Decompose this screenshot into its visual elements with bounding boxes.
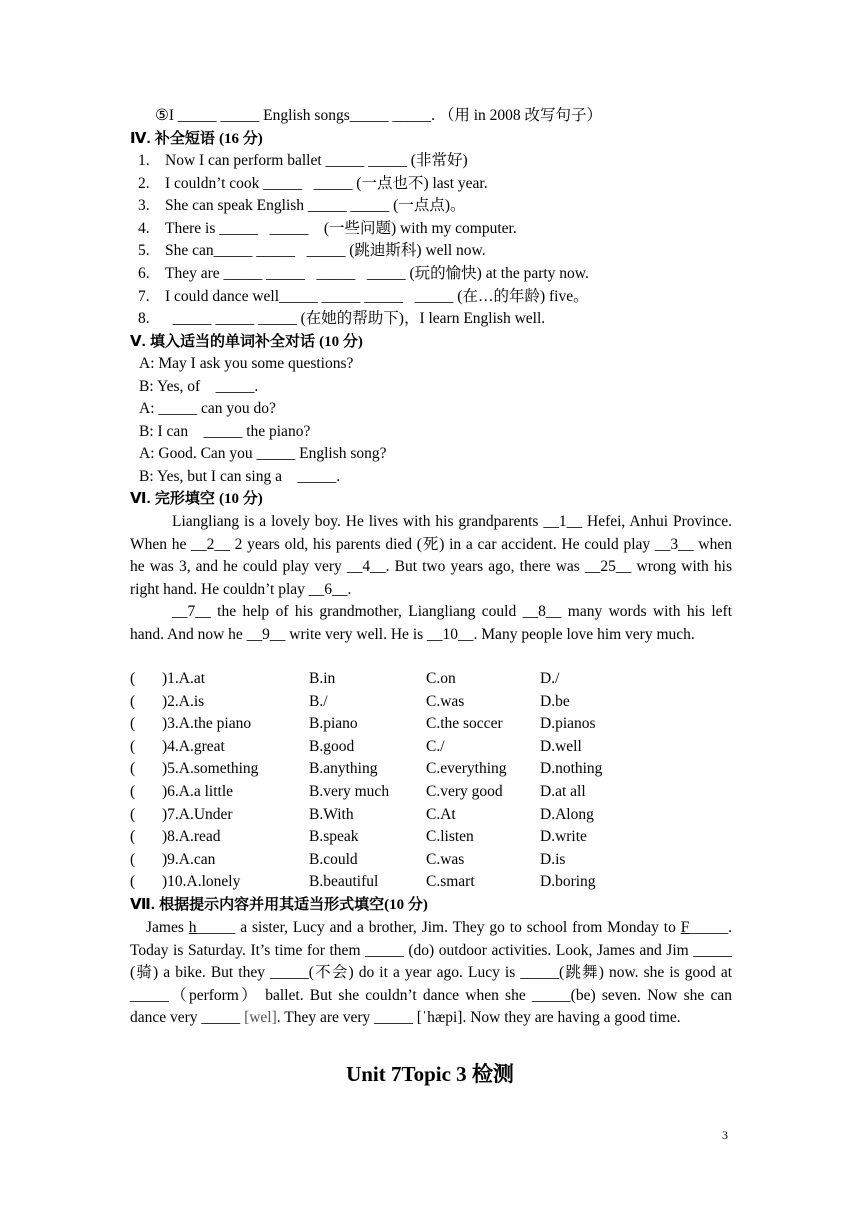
option-a: )3.A.the piano	[162, 715, 252, 733]
option-d: D.write	[540, 828, 587, 846]
item-number: 6.	[138, 265, 150, 282]
option-a: )2.A.is	[162, 692, 205, 710]
section-5-heading	[130, 331, 363, 353]
rewrite-text: ⑤I _____ _____ English songs_____ _____.	[155, 107, 435, 124]
fill-text-b: _____ a sister, Lucy and a brother, Jim. They go to school from Monday to	[196, 919, 681, 936]
item-text: I couldn’t cook _____ _____ (一点也不) last year.	[165, 174, 488, 192]
item-number: 4.	[138, 219, 150, 237]
section-4-points: (16 分)	[219, 131, 263, 147]
section-5-title: Ⅴ. 填入适当的单词补全对话	[130, 333, 315, 350]
option-d: D.nothing	[540, 760, 603, 778]
phrase-item	[138, 263, 589, 285]
fill-paragraph	[130, 917, 732, 1030]
rewrite-hint: （用 in 2008 改写句子）	[438, 107, 603, 124]
dialogue-line: A: May I ask you some questions?	[139, 355, 354, 372]
option-d: D.at all	[540, 783, 586, 800]
section-6-title: Ⅵ. 完形填空	[130, 490, 215, 507]
option-a: )10.A.lonely	[162, 873, 241, 891]
unit-title: Unit 7Topic 3 检测	[346, 1062, 514, 1086]
cloze-paragraph-2-text: __7__ the help of his grandmother, Liangliang could __8__ many words with his left hand. And now he __9__ write very well. He is __10__. Many people love him very much.	[130, 603, 732, 643]
item-text: I could dance well_____ _____ _____ _____ (在…的年龄) five。	[165, 287, 589, 305]
fill-text-d: . They are very _____	[276, 1009, 417, 1026]
phrase-item	[138, 218, 517, 240]
section-7-heading	[130, 894, 428, 916]
item-number: 8.	[138, 310, 150, 328]
option-a: )8.A.read	[162, 828, 221, 846]
answer-bracket: (	[130, 828, 136, 846]
option-b: B./	[309, 692, 328, 710]
cloze-paragraph-1-text: Liangliang is a lovely boy. He lives with his grandparents __1__ Hefei, Anhui Province. When he __2__ 2 years old, his parents died (死) in a car accident. He could play __3__ when he was 3, and he could play very __4__. But two years ago, there was __25__ wrong with his right hand. He couldn’t play __6__.	[130, 513, 732, 598]
item-text: There is _____ _____ (一些问题) with my computer.	[165, 219, 517, 237]
section-4-heading	[130, 128, 263, 150]
option-b: B.beautiful	[309, 873, 379, 891]
option-d: D.Along	[540, 805, 594, 823]
fill-text-c: _____. Today is Saturday. It’s time for them _____ (do) outdoor activities. Look, James and Jim _____ (骑) a bike. But they _____(不会) do it a year ago. Lucy is _____(跳舞) now. she is good at _____（perform） ballet. But she couldn’t dance when she _____(be) seven. Now she can dance very _____	[130, 919, 732, 1026]
section-4-title: Ⅳ. 补全短语	[130, 130, 215, 147]
option-d: D.well	[540, 737, 582, 755]
item-text: They are _____ _____ _____ _____ (玩的愉快) at the party now.	[165, 265, 589, 282]
answer-bracket: (	[130, 873, 136, 891]
phrase-item	[138, 173, 488, 195]
option-c: C.the soccer	[426, 715, 503, 733]
item-number: 3.	[138, 197, 150, 215]
dialogue-line: A: Good. Can you _____ English song?	[139, 445, 387, 463]
option-b: B.good	[309, 737, 355, 755]
option-c: C.At	[426, 805, 456, 823]
hint-h: h	[188, 919, 197, 936]
answer-bracket: (	[130, 805, 136, 823]
dialogue-line: A: _____ can you do?	[139, 400, 276, 418]
section-7-points: (10 分)	[384, 897, 428, 913]
item-text: She can_____ _____ _____ (跳迪斯科) well now.	[165, 242, 486, 260]
section-5-points: (10 分)	[319, 334, 363, 350]
option-d: D.pianos	[540, 715, 596, 733]
option-a: )4.A.great	[162, 737, 225, 755]
option-b: B.in	[309, 670, 336, 687]
option-b: B.very much	[309, 783, 390, 800]
dialogue-line: B: I can _____ the piano?	[139, 422, 311, 440]
cloze-paragraph-2	[130, 601, 732, 646]
option-c: C.listen	[426, 828, 474, 846]
answer-bracket: (	[130, 715, 136, 733]
item-text: _____ _____ _____ (在她的帮助下)，I learn English well.	[165, 310, 546, 328]
option-c: C.everything	[426, 760, 507, 778]
item-text: She can speak English _____ _____ (一点点)。	[165, 197, 466, 215]
option-c: C.was	[426, 850, 465, 868]
option-a: )7.A.Under	[162, 805, 233, 823]
option-d: D.boring	[540, 873, 596, 891]
rewrite-item	[155, 105, 602, 127]
answer-bracket: (	[130, 760, 136, 778]
option-b: B.With	[309, 805, 354, 823]
option-a: )1.A.at	[162, 670, 206, 687]
option-c: C.on	[426, 670, 456, 687]
phrase-item	[138, 286, 589, 308]
section-6-points: (10 分)	[219, 491, 263, 507]
phrase-item	[138, 150, 468, 172]
section-7-title: Ⅶ. 根据提示内容并用其适当形式填空	[130, 896, 385, 913]
page-number: 3	[722, 1128, 728, 1142]
fill-text-e: . Now they are having a good time.	[462, 1009, 681, 1026]
section-6-heading	[130, 488, 263, 510]
item-text: Now I can perform ballet _____ _____ (非常好)	[165, 152, 468, 169]
option-c: C.was	[426, 692, 465, 710]
fill-text-a: James	[146, 919, 189, 936]
item-number: 5.	[138, 242, 150, 260]
answer-bracket: (	[130, 783, 136, 800]
answer-bracket: (	[130, 670, 136, 687]
option-c: C.smart	[426, 873, 475, 891]
phrase-item	[138, 240, 486, 262]
option-b: B.speak	[309, 828, 359, 846]
phrase-item	[138, 195, 466, 217]
cloze-paragraph-1	[130, 511, 732, 601]
item-number: 2.	[138, 174, 150, 192]
option-b: B.could	[309, 850, 358, 868]
option-d: D.be	[540, 692, 570, 710]
option-a: )9.A.can	[162, 850, 216, 868]
option-c: C./	[426, 737, 445, 755]
item-number: 1.	[138, 152, 150, 169]
phonetic-wel: [wel]	[244, 1009, 277, 1026]
item-number: 7.	[138, 287, 150, 305]
answer-bracket: (	[130, 850, 136, 868]
dialogue-line: B: Yes, but I can sing a _____.	[139, 468, 341, 485]
option-d: D./	[540, 670, 560, 687]
option-c: C.very good	[426, 783, 503, 800]
phrase-item	[138, 308, 545, 330]
option-b: B.piano	[309, 715, 358, 733]
answer-bracket: (	[130, 737, 136, 755]
option-a: )5.A.something	[162, 760, 259, 778]
dialogue-line: B: Yes, of _____.	[139, 377, 259, 395]
option-a: )6.A.a little	[162, 783, 234, 800]
phonetic-happi: [ˈhæpi]	[416, 1009, 463, 1026]
answer-bracket: (	[130, 692, 136, 710]
option-b: B.anything	[309, 760, 378, 778]
hint-f: F	[680, 919, 690, 936]
option-d: D.is	[540, 850, 566, 868]
